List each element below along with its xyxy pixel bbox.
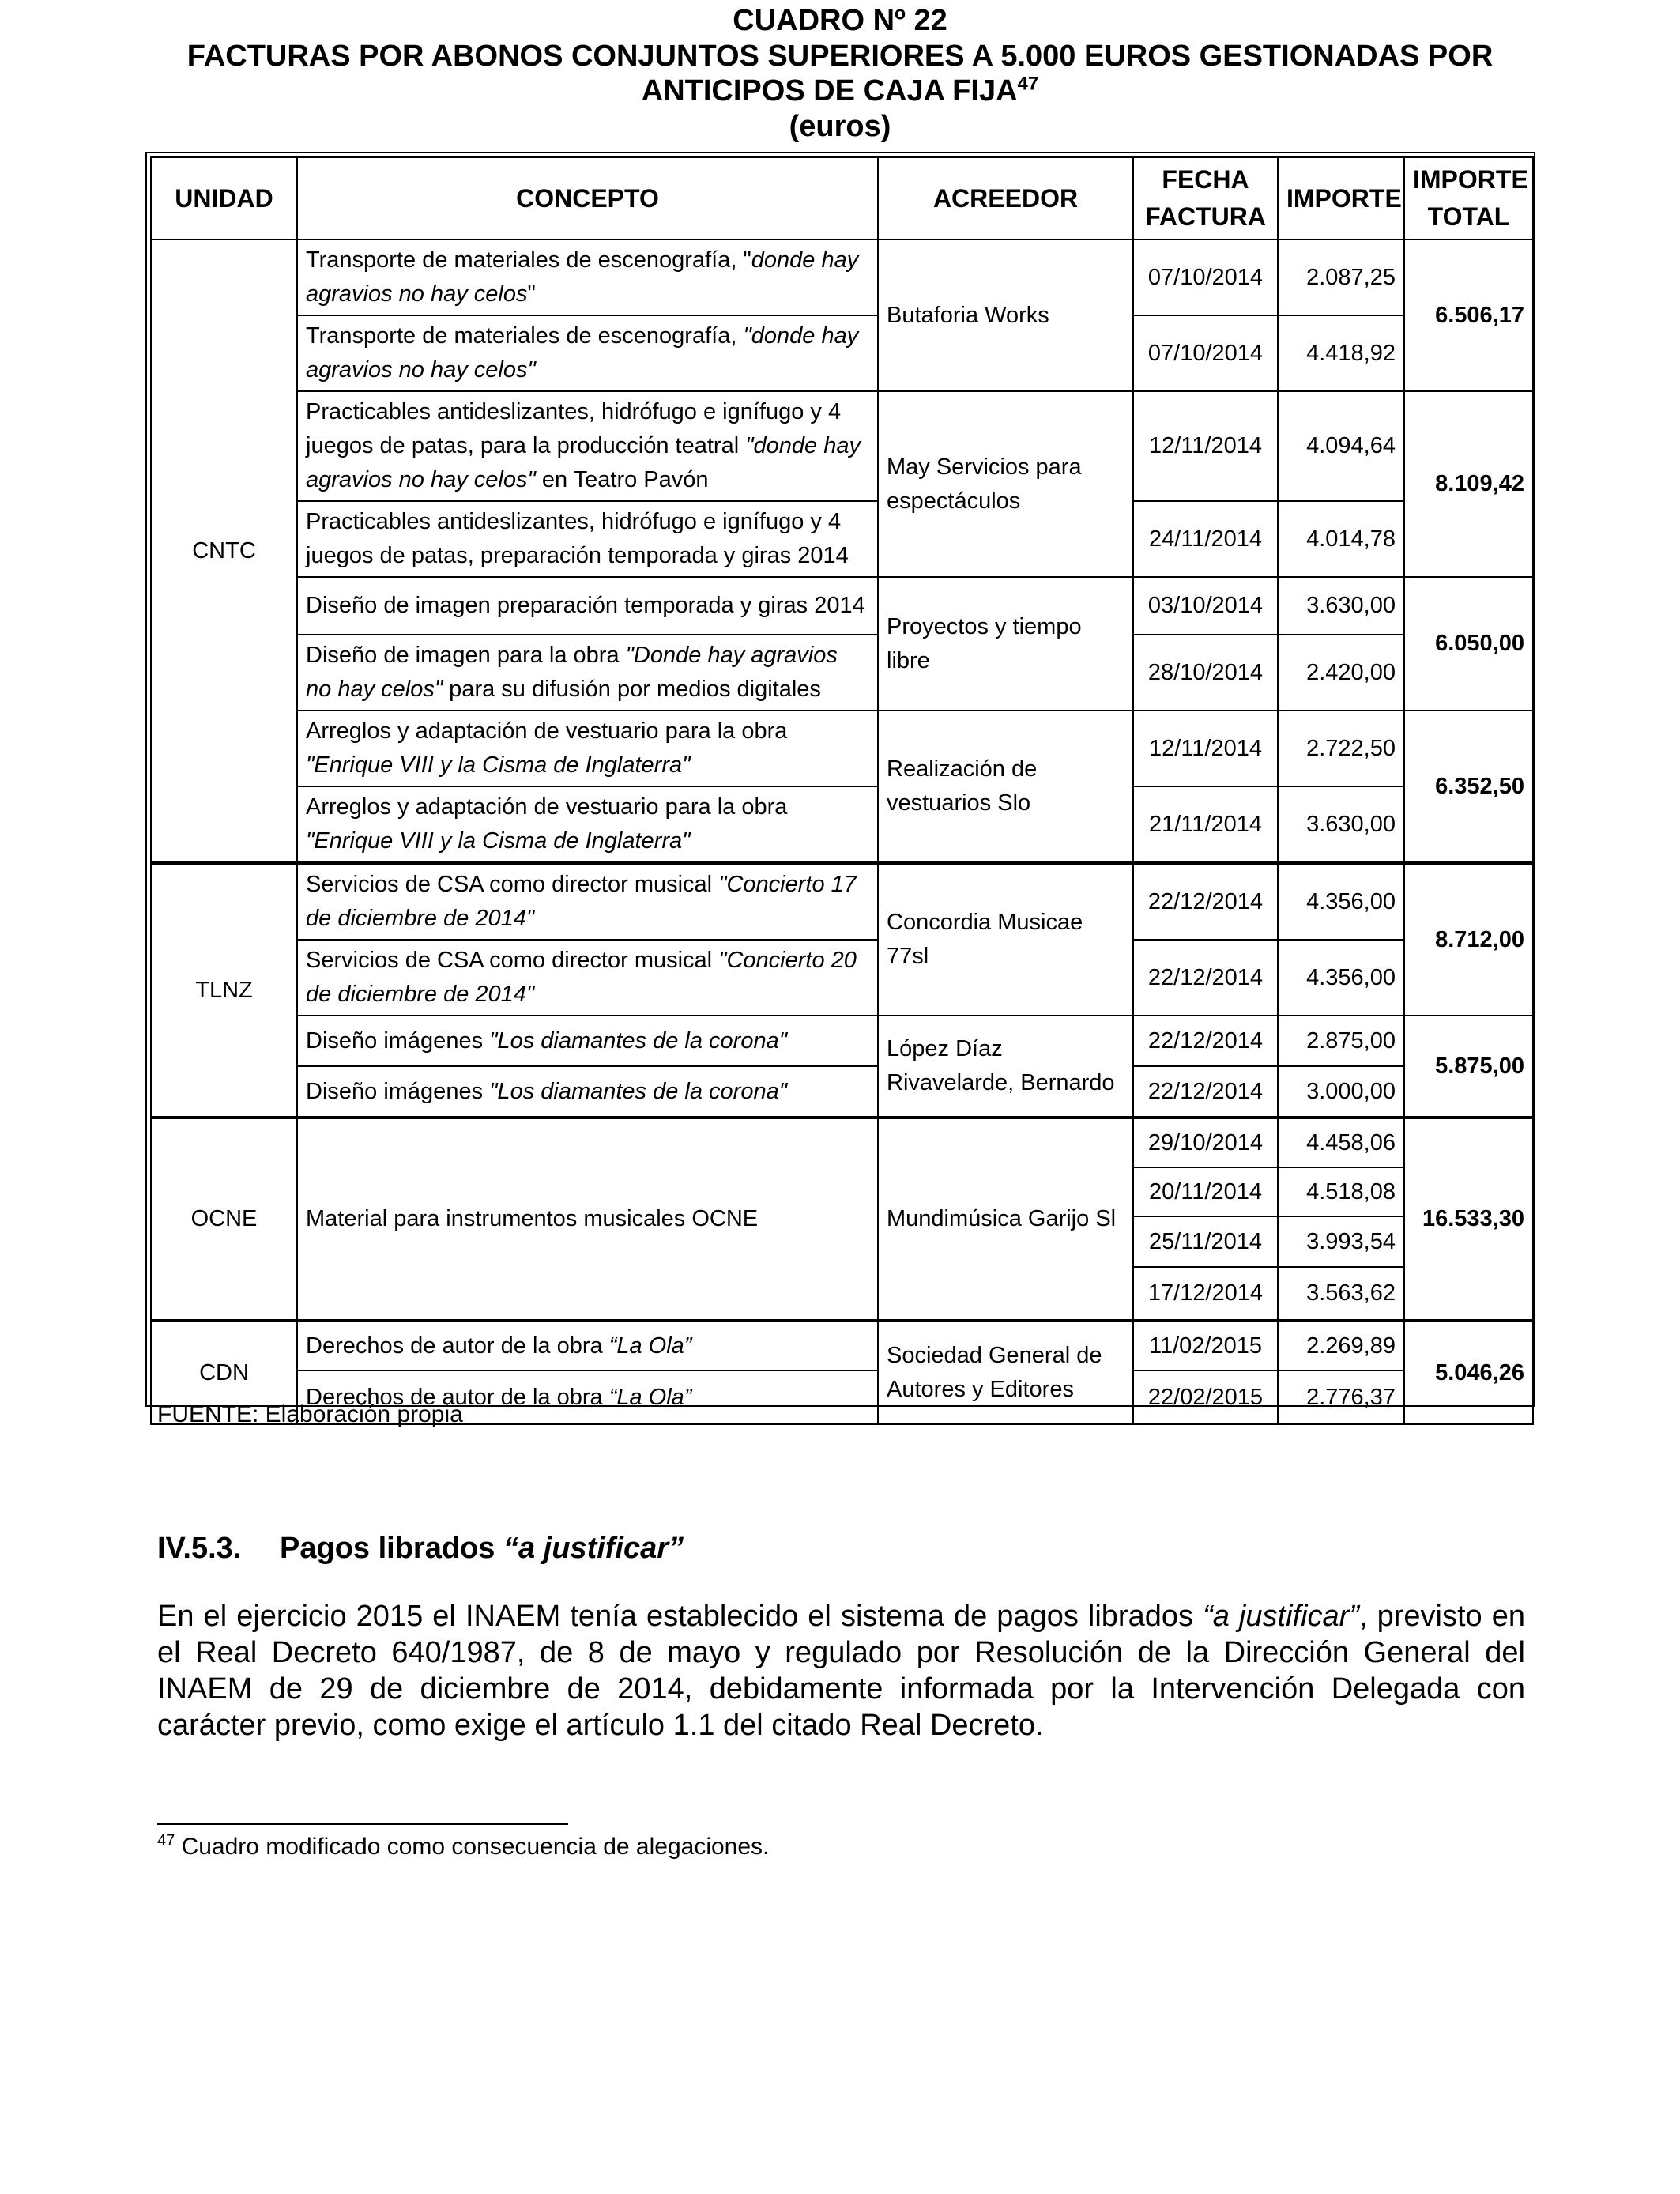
header-concepto: CONCEPTO — [297, 157, 878, 239]
fecha-cell: 03/10/2014 — [1133, 577, 1278, 635]
table-row — [151, 1066, 1533, 1118]
acreedor-cell: López Díaz Rivavelarde, Bernardo — [878, 1016, 1133, 1118]
importe-cell: 2.722,50 — [1278, 711, 1404, 786]
section-heading: IV.5.3. Pagos librados “a justificar” — [157, 1532, 684, 1565]
importe-cell: 3.563,62 — [1278, 1267, 1404, 1321]
concepto-cell: Derechos de autor de la obra “La Ola” — [297, 1370, 878, 1424]
table-row — [151, 315, 1533, 391]
fecha-cell: 07/10/2014 — [1133, 239, 1278, 315]
unidad-cell: CNTC — [151, 239, 297, 863]
fecha-cell: 12/11/2014 — [1133, 391, 1278, 501]
invoice-table — [150, 156, 1534, 1425]
header-fecha-factura: FECHA FACTURA — [1133, 157, 1278, 239]
importe-total-cell: 8.712,00 — [1404, 863, 1533, 1016]
importe-cell: 4.094,64 — [1278, 391, 1404, 501]
concepto-cell: Practicables antideslizantes, hidrófugo e ignífugo y 4 juegos de patas, para la producción teatral "donde hay agravios no hay celos" en Teatro Pavón — [297, 391, 878, 501]
acreedor-cell: Butaforia Works — [878, 239, 1133, 391]
acreedor-cell: Proyectos y tiempo libre — [878, 577, 1133, 711]
header-importe-total: IMPORTE TOTAL — [1404, 157, 1533, 239]
fecha-cell: 22/12/2014 — [1133, 1016, 1278, 1066]
footnote-divider — [157, 1823, 568, 1825]
fecha-cell: 22/12/2014 — [1133, 1066, 1278, 1118]
unidad-cell: CDN — [151, 1321, 297, 1424]
concepto-cell: Servicios de CSA como director musical "Concierto 17 de diciembre de 2014" — [297, 863, 878, 940]
fecha-cell: 25/11/2014 — [1133, 1216, 1278, 1267]
importe-total-cell: 5.046,26 — [1404, 1321, 1533, 1424]
importe-cell: 3.630,00 — [1278, 577, 1404, 635]
header-importe: IMPORTE — [1278, 157, 1404, 239]
table-row — [151, 239, 1533, 315]
fecha-cell: 22/02/2015 — [1133, 1370, 1278, 1424]
table-row — [151, 635, 1533, 711]
concepto-cell: Servicios de CSA como director musical "Concierto 20 de diciembre de 2014" — [297, 940, 878, 1016]
importe-total-cell: 6.050,00 — [1404, 577, 1533, 711]
table-header-row — [151, 157, 1533, 239]
importe-total-cell: 8.109,42 — [1404, 391, 1533, 577]
acreedor-cell: Mundimúsica Garijo Sl — [878, 1118, 1133, 1321]
table-row — [151, 711, 1533, 786]
importe-cell: 3.993,54 — [1278, 1216, 1404, 1267]
table-units: (euros) — [789, 110, 891, 143]
importe-cell: 2.875,00 — [1278, 1016, 1404, 1066]
concepto-cell: Diseño de imagen para la obra "Donde hay agravios no hay celos" para su difusión por medios digitales — [297, 635, 878, 711]
concepto-cell: Diseño de imagen preparación temporada y giras 2014 — [297, 577, 878, 635]
importe-cell: 4.458,06 — [1278, 1118, 1404, 1167]
table-row — [151, 863, 1533, 940]
footnote-ref[interactable]: 47 — [1017, 73, 1039, 95]
importe-cell: 2.776,37 — [1278, 1370, 1404, 1424]
concepto-cell: Material para instrumentos musicales OCNE — [297, 1118, 878, 1321]
table-title-line2: ANTICIPOS DE CAJA FIJA$^{47}$ — [641, 73, 1039, 107]
fecha-cell: 28/10/2014 — [1133, 635, 1278, 711]
concepto-cell: Transporte de materiales de escenografía, "donde hay agravios no hay celos" — [297, 315, 878, 391]
importe-cell: 2.269,89 — [1278, 1321, 1404, 1370]
fecha-cell: 12/11/2014 — [1133, 711, 1278, 786]
concepto-cell: Diseño imágenes "Los diamantes de la corona" — [297, 1016, 878, 1066]
fecha-cell: 07/10/2014 — [1133, 315, 1278, 391]
unidad-cell: TLNZ — [151, 863, 297, 1118]
importe-total-cell: 6.506,17 — [1404, 239, 1533, 391]
fecha-cell: 29/10/2014 — [1133, 1118, 1278, 1167]
fecha-cell: 21/11/2014 — [1133, 786, 1278, 863]
importe-cell: 4.014,78 — [1278, 501, 1404, 577]
unidad-cell: OCNE — [151, 1118, 297, 1321]
fecha-cell: 11/02/2015 — [1133, 1321, 1278, 1370]
fecha-cell: 20/11/2014 — [1133, 1167, 1278, 1216]
concepto-cell: Arreglos y adaptación de vestuario para la obra "Enrique VIII y la Cisma de Inglaterra" — [297, 711, 878, 786]
acreedor-cell: Concordia Musicae 77sl — [878, 863, 1133, 1016]
table-row — [151, 940, 1533, 1016]
fecha-cell: 22/12/2014 — [1133, 863, 1278, 940]
table-row — [151, 577, 1533, 635]
importe-cell: 4.518,08 — [1278, 1167, 1404, 1216]
importe-cell: 4.356,00 — [1278, 863, 1404, 940]
table-row — [151, 501, 1533, 577]
table-row — [151, 1118, 1533, 1167]
table-row — [151, 391, 1533, 501]
table-number: CUADRO Nº 22 — [733, 4, 947, 37]
body-paragraph: En el ejercicio 2015 el INAEM tenía establecido el sistema de pagos librados “a justificar”, previsto en el Real Decreto 640/1987, de 8 de mayo y regulado por Resolución de la Dirección General del INAEM de 29 de diciembre de 2014, debidamente informada por la Intervención Delegada con carácter previo, como exige el artículo 1.1 del citado Real Decreto. — [157, 1600, 1525, 1742]
header-unidad: UNIDAD — [151, 157, 297, 239]
importe-total-cell: 16.533,30 — [1404, 1118, 1533, 1321]
invoice-table-frame — [145, 152, 1535, 1410]
importe-cell: 4.356,00 — [1278, 940, 1404, 1016]
table-row — [151, 1321, 1533, 1370]
fecha-cell: 22/12/2014 — [1133, 940, 1278, 1016]
importe-cell: 4.418,92 — [1278, 315, 1404, 391]
importe-cell: 2.087,25 — [1278, 239, 1404, 315]
footnote-number: 47 — [157, 1832, 175, 1849]
importe-total-cell: 6.352,50 — [1404, 711, 1533, 863]
section-number: IV.5.3. — [157, 1532, 242, 1565]
concepto-cell: Transporte de materiales de escenografía, "donde hay agravios no hay celos" — [297, 239, 878, 315]
acreedor-cell: Sociedad General de Autores y Editores — [878, 1321, 1133, 1424]
table-source: FUENTE: Elaboración propia — [157, 1401, 463, 1427]
fecha-cell: 17/12/2014 — [1133, 1267, 1278, 1321]
header-acreedor: ACREEDOR — [878, 157, 1133, 239]
importe-cell: 3.000,00 — [1278, 1066, 1404, 1118]
concepto-cell: Practicables antideslizantes, hidrófugo e ignífugo y 4 juegos de patas, preparación temporada y giras 2014 — [297, 501, 878, 577]
acreedor-cell: May Servicios para espectáculos — [878, 391, 1133, 577]
concepto-cell: Arreglos y adaptación de vestuario para la obra "Enrique VIII y la Cisma de Inglaterra" — [297, 786, 878, 863]
table-title-line1: FACTURAS POR ABONOS CONJUNTOS SUPERIORES A 5.000 EUROS GESTIONADAS POR — [186, 40, 1494, 73]
importe-total-cell: 5.875,00 — [1404, 1016, 1533, 1118]
importe-cell: 2.420,00 — [1278, 635, 1404, 711]
concepto-cell: Diseño imágenes "Los diamantes de la corona" — [297, 1066, 878, 1118]
footnote: $^{47}$ Cuadro modificado como consecuencia de alegaciones. — [157, 1832, 770, 1860]
table-row — [151, 786, 1533, 863]
concepto-cell: Derechos de autor de la obra “La Ola” — [297, 1321, 878, 1370]
table-row — [151, 1016, 1533, 1066]
importe-cell: 3.630,00 — [1278, 786, 1404, 863]
acreedor-cell: Realización de vestuarios Slo — [878, 711, 1133, 863]
fecha-cell: 24/11/2014 — [1133, 501, 1278, 577]
